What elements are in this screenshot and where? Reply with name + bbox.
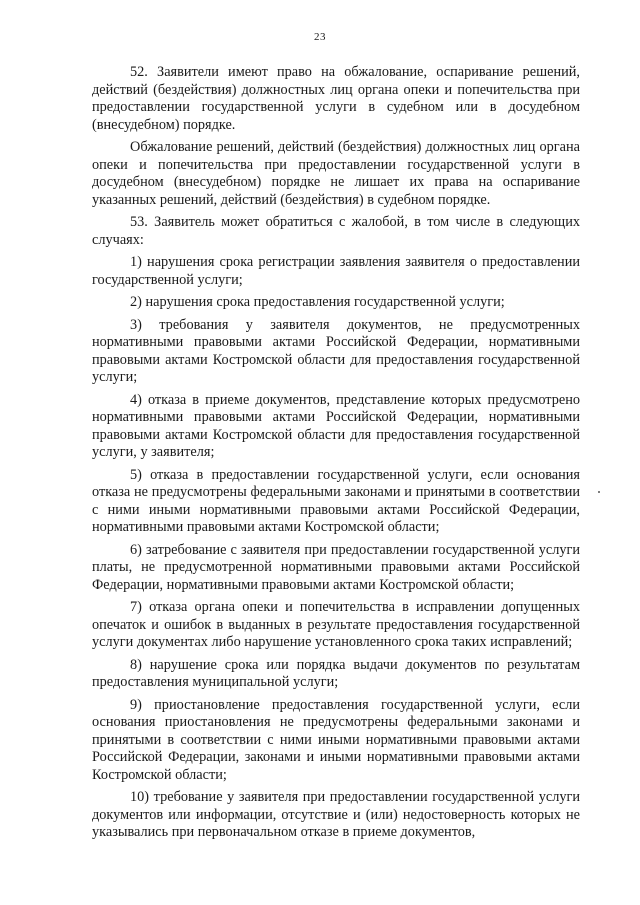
list-item-5: 5) отказа в предоставлении государственной услуги, если основания отказа не предусмотрены федеральными законами и принятыми в соответствии с ними иными нормативными правовыми актами Российской Федерации, нормативными правовыми актами Костромской области;	[92, 466, 580, 535]
paragraph-53-complaint-cases: 53. Заявитель может обратиться с жалобой, в том числе в следующих случаях:	[92, 214, 580, 248]
list-item-2: 2) нарушения срока предоставления государственной услуги;	[130, 294, 505, 310]
page-number: 23	[314, 31, 326, 43]
list-item-10: 10) требование у заявителя при предоставлении государственной услуги документов или информации, отсутствие и (или) недостоверность которых не указывались при первоначальном отказе в приеме документов,	[92, 789, 580, 840]
paragraph-52-appeal-right: 52. Заявители имеют право на обжалование, оспаривание решений, действий (бездействия) должностных лиц органа опеки и попечительства при предоставлении государственной услуги в судебном или в досудебном (внесудебном) порядке.	[92, 64, 580, 133]
list-item-8: 8) нарушение срока или порядка выдачи документов по результатам предоставления муниципальной услуги;	[92, 656, 580, 690]
list-item-7: 7) отказа органа опеки и попечительства в исправлении допущенных опечаток и ошибок в выданных в результате предоставления государственной услуги документах либо нарушение установленного срока таких исправлений;	[92, 599, 580, 650]
list-item-6: 6) затребование с заявителя при предоставлении государственной услуги платы, не предусмотренной нормативными правовыми актами Российской Федерации, нормативными правовыми актами Костромской области;	[92, 541, 580, 593]
list-item-4: 4) отказа в приеме документов, представление которых предусмотрено нормативными правовыми актами Российской Федерации, нормативными правовыми актами Костромской области для предоставления государственной услуги, у заявителя;	[92, 391, 580, 460]
list-item-1: 1) нарушения срока регистрации заявления заявителя о предоставлении государственной услуги;	[92, 254, 580, 288]
scan-speck	[598, 491, 600, 493]
list-item-3: 3) требования у заявителя документов, не предусмотренных нормативными правовыми актами Российской Федерации, нормативными правовыми актами Костромской области для предоставления государственной услуги;	[92, 316, 580, 385]
list-item-9: 9) приостановление предоставления государственной услуги, если основания приостановления не предусмотрены федеральными законами и принятыми в соответствии с ними иными нормативными правовыми актами Российской Федерации, законами и иными нормативными правовыми актами Костромской области;	[92, 696, 580, 783]
document-body	[92, 64, 580, 842]
paragraph-appeal-procedure: Обжалование решений, действий (бездействия) должностных лиц органа опеки и попечительства при предоставлении государственной услуги в досудебном (внесудебном) порядке не лишает их права на оспаривание указанных решений, действий (бездействия) в судебном порядке.	[92, 139, 580, 208]
